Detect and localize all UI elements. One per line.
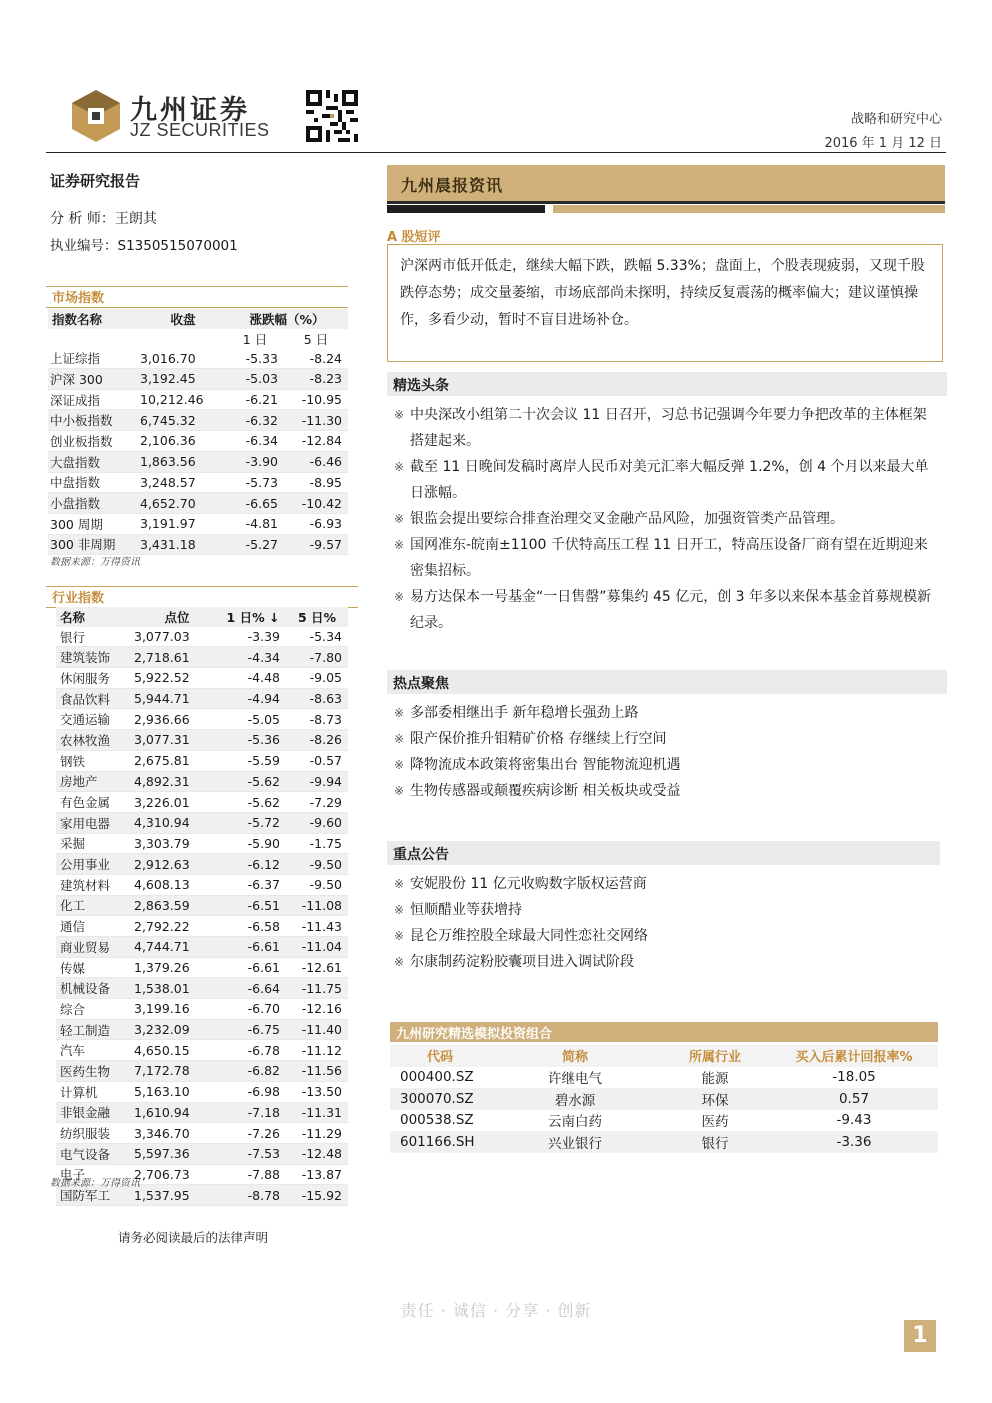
table-cell: -5.59 <box>220 750 286 771</box>
table-row <box>48 431 348 452</box>
table-row <box>56 937 348 958</box>
table-cell: -3.90 <box>226 451 284 472</box>
table-cell: -7.80 <box>286 647 348 668</box>
table-cell: 3,199.16 <box>134 999 220 1020</box>
jz-logo-icon <box>70 88 122 144</box>
table-row <box>56 874 348 895</box>
market-table-subheader <box>48 329 348 349</box>
table-cell: 汽车 <box>56 1040 134 1061</box>
table-cell: -8.24 <box>284 348 348 368</box>
table-cell: -11.40 <box>286 1019 348 1040</box>
table-cell: 银行 <box>660 1131 770 1153</box>
table-cell: -6.61 <box>220 937 286 958</box>
table-cell: -7.29 <box>286 792 348 813</box>
table-cell: -6.46 <box>284 451 348 472</box>
table-row <box>56 1019 348 1040</box>
table-cell: 大盘指数 <box>48 451 140 472</box>
table-cell: -8.26 <box>286 730 348 751</box>
table-cell: 0.57 <box>770 1088 938 1110</box>
market-index-title: 市场指数 <box>52 291 105 306</box>
table-cell: 4,310.94 <box>134 812 220 833</box>
table-cell: 4,652.70 <box>140 493 226 514</box>
table-cell: -6.78 <box>220 1040 286 1061</box>
table-cell: -6.51 <box>220 895 286 916</box>
table-cell: 5,944.71 <box>134 688 220 709</box>
table-cell: 300070.SZ <box>390 1088 490 1110</box>
table-cell: -10.95 <box>284 389 348 410</box>
table-row <box>56 730 348 751</box>
table-cell: -7.18 <box>220 1102 286 1123</box>
logo-text-cn: 九州证券 <box>130 95 250 126</box>
list-item: ※ 昆仑万维控股全球最大同性恋社交网络 <box>394 923 940 949</box>
accent-bar-gold <box>553 205 945 213</box>
accent-bar-dark <box>387 205 545 213</box>
table-cell: -8.95 <box>284 472 348 493</box>
table-cell: 建筑材料 <box>56 874 134 895</box>
headlines-list <box>394 402 940 636</box>
table-cell: 纺织服装 <box>56 1123 134 1144</box>
table-cell: -6.61 <box>220 957 286 978</box>
table-cell: 医药 <box>701 1114 729 1131</box>
table-cell: 国防军工 <box>56 1185 134 1206</box>
table-cell: 环保 <box>660 1088 770 1110</box>
table-cell: 农林牧渔 <box>56 730 134 751</box>
table-cell: 电气设备 <box>56 1143 134 1164</box>
table-cell: 创业板指数 <box>48 431 140 452</box>
department-label: 战略和研究中心 <box>850 112 942 127</box>
table-cell: 食品饮料 <box>56 688 134 709</box>
table-cell: 计算机 <box>56 1081 134 1102</box>
table-cell: 3,077.03 <box>134 627 220 647</box>
table-cell: -13.50 <box>286 1081 348 1102</box>
list-item: ※ 降物流成本政策将密集出台 智能物流迎机遇 <box>394 752 940 778</box>
market-table-header <box>48 309 348 329</box>
list-item: ※ 截至 11 日晚间发稿时离岸人民币对美元汇率大幅反弹 1.2%，创 4 个月以来最大单日涨幅。 <box>394 454 940 506</box>
portfolio-header <box>390 1022 938 1042</box>
table-cell: 000538.SZ <box>400 1112 474 1129</box>
list-item: ※ 生物传感器或颠覆疾病诊断 相关板块或受益 <box>394 778 940 804</box>
table-cell: -11.12 <box>286 1040 348 1061</box>
col-1d: 1 日 <box>242 331 268 347</box>
table-row <box>56 957 348 978</box>
table-cell: -6.21 <box>226 389 284 410</box>
briefing-banner <box>387 165 945 204</box>
header-divider <box>46 152 946 153</box>
list-item: ※ 尔康制药淀粉胶囊项目进入调试阶段 <box>394 949 940 975</box>
list-item: ※ 多部委相继出手 新年稳增长强劲上路 <box>394 700 940 726</box>
table-cell: -6.82 <box>220 1061 286 1082</box>
table-cell: 小盘指数 <box>48 493 140 514</box>
table-row <box>56 1081 348 1102</box>
table-cell: 1,379.26 <box>134 957 220 978</box>
table-cell: 4,892.31 <box>134 771 220 792</box>
list-item: ※ 易方达保本一号基金“一日售罄”募集约 45 亿元，创 3 年多以来保本基金首募规模新纪录。 <box>394 584 940 636</box>
table-cell: -8.23 <box>284 369 348 390</box>
table-cell: -5.62 <box>220 771 286 792</box>
table-row <box>56 668 348 689</box>
table-cell: -4.34 <box>220 647 286 668</box>
table-cell: -3.36 <box>770 1131 938 1153</box>
table-cell: 5,922.52 <box>134 668 220 689</box>
table-cell: 许继电气 <box>548 1071 602 1088</box>
table-row <box>48 534 348 555</box>
table-row <box>56 1123 348 1144</box>
table-cell: 000400.SZ <box>400 1069 474 1086</box>
table-cell: -13.87 <box>286 1164 348 1185</box>
col-return: 买入后累计回报率% <box>770 1045 938 1067</box>
table-cell: -9.43 <box>836 1112 872 1129</box>
industry-index-header <box>46 586 358 608</box>
table-cell: 3,016.70 <box>140 348 226 368</box>
list-item: ※ 中央深改小组第二十次会议 11 日召开，习总书记强调今年要力争把改革的主体框架搭建起来。 <box>394 402 940 454</box>
table-cell: -9.57 <box>284 534 348 555</box>
table-cell: -11.31 <box>286 1102 348 1123</box>
table-cell: 1,863.56 <box>140 451 226 472</box>
table-cell: -11.04 <box>286 937 348 958</box>
list-item: ※ 限产保价推升钼精矿价格 存继续上行空间 <box>394 726 940 752</box>
industry-index-table <box>56 607 348 1206</box>
table-cell: -6.75 <box>220 1019 286 1040</box>
table-cell: -9.50 <box>286 874 348 895</box>
table-row <box>48 472 348 493</box>
table-cell: -12.16 <box>286 999 348 1020</box>
table-cell: 沪深 300 <box>48 369 140 390</box>
table-cell: -9.50 <box>286 854 348 875</box>
table-cell: -12.61 <box>286 957 348 978</box>
col-change: 涨跌幅（%） <box>249 311 325 327</box>
col-sector: 所属行业 <box>660 1045 770 1067</box>
table-cell: 3,226.01 <box>134 792 220 813</box>
table-cell: -7.88 <box>220 1164 286 1185</box>
ashare-commentary-text: 沪深两市低开低走，继续大幅下跌，跌幅 5.33%；盘面上，个股表现疲弱，又现千股跌停态势；成交量萎缩，市场底部尚未探明，持续反复震荡的概率偏大；建议谨慎操作，多看少动，暂时不盲目进场补仓。 <box>400 258 925 328</box>
list-item: ※ 银监会提出要综合排查治理交叉金融产品风险，加强资管类产品管理。 <box>394 506 940 532</box>
table-cell: -6.37 <box>220 874 286 895</box>
announcements-list <box>394 871 940 975</box>
market-index-header <box>46 286 348 308</box>
table-row <box>56 1102 348 1123</box>
table-cell: 建筑装饰 <box>56 647 134 668</box>
table-cell: 3,346.70 <box>134 1123 220 1144</box>
table-cell: -6.64 <box>220 978 286 999</box>
table-cell: 3,077.31 <box>134 730 220 751</box>
table-cell: -11.43 <box>286 916 348 937</box>
table-row <box>56 916 348 937</box>
table-cell: 兴业银行 <box>490 1131 660 1153</box>
table-cell: -5.36 <box>220 730 286 751</box>
table-cell: 2,718.61 <box>134 647 220 668</box>
table-cell: 4,744.71 <box>134 937 220 958</box>
table-row <box>390 1067 938 1089</box>
table-cell: 商业贸易 <box>56 937 134 958</box>
table-row <box>56 750 348 771</box>
table-cell: 中盘指数 <box>48 472 140 493</box>
list-item: ※ 恒顺醋业等获增持 <box>394 897 940 923</box>
table-cell: 云南白药 <box>548 1114 602 1131</box>
table-cell: 3,232.09 <box>134 1019 220 1040</box>
table-cell: -8.78 <box>220 1185 286 1206</box>
table-cell: -5.73 <box>226 472 284 493</box>
industry-table-header <box>56 607 348 627</box>
table-cell: -6.34 <box>226 431 284 452</box>
table-row <box>56 833 348 854</box>
table-cell: -6.65 <box>226 493 284 514</box>
table-cell: 3,303.79 <box>134 833 220 854</box>
table-cell: -10.42 <box>284 493 348 514</box>
table-cell: 2,106.36 <box>140 431 226 452</box>
announcements-header <box>387 841 940 865</box>
table-cell: -11.08 <box>286 895 348 916</box>
table-cell: 6,745.32 <box>140 410 226 431</box>
hotspots-list <box>394 700 940 804</box>
table-row <box>48 348 348 368</box>
table-cell: 2,792.22 <box>134 916 220 937</box>
table-cell: 10,212.46 <box>140 389 226 410</box>
hotspots-header <box>387 670 947 694</box>
table-cell: -7.53 <box>220 1143 286 1164</box>
list-item: ※ 安妮股份 11 亿元收购数字版权运营商 <box>394 871 940 897</box>
table-cell: -11.30 <box>284 410 348 431</box>
table-cell: -18.05 <box>832 1069 876 1086</box>
table-cell: -9.05 <box>286 668 348 689</box>
portfolio-title: 九州研究精选模拟投资组合 <box>396 1027 553 1042</box>
table-cell: -12.48 <box>286 1143 348 1164</box>
table-cell: 5,163.10 <box>134 1081 220 1102</box>
table-cell: 3,248.57 <box>140 472 226 493</box>
ashare-tab-label: A 股短评 <box>387 230 441 245</box>
table-cell: 碧水源 <box>490 1088 660 1110</box>
col-5d-pct: 5 日% <box>297 609 337 625</box>
table-cell: 3,431.18 <box>140 534 226 555</box>
table-row <box>390 1088 938 1110</box>
portfolio-table-header <box>390 1045 938 1067</box>
table-cell: 300 周期 <box>48 513 140 534</box>
table-cell: 有色金属 <box>56 792 134 813</box>
table-cell: -8.63 <box>286 688 348 709</box>
table-row <box>56 688 348 709</box>
table-cell: 银行 <box>56 627 134 647</box>
page-number: 1 <box>904 1320 936 1352</box>
table-cell: -11.75 <box>286 978 348 999</box>
table-cell: -6.12 <box>220 854 286 875</box>
table-cell: 上证综指 <box>48 348 140 368</box>
table-cell: -0.57 <box>286 750 348 771</box>
table-cell: 4,650.15 <box>134 1040 220 1061</box>
list-item: ※ 国网准东-皖南±1100 千伏特高压工程 11 日开工，特高压设备厂商有望在近期迎来密集招标。 <box>394 532 940 584</box>
table-cell: -4.81 <box>226 513 284 534</box>
table-cell: 传媒 <box>56 957 134 978</box>
table-row <box>56 709 348 730</box>
table-row <box>48 513 348 534</box>
table-row <box>56 895 348 916</box>
table-cell: 医药生物 <box>56 1061 134 1082</box>
table-row <box>48 389 348 410</box>
report-title: 证券研究报告 <box>50 172 141 190</box>
table-cell: -12.84 <box>284 431 348 452</box>
logo-text-en: JZ SECURITIES <box>130 120 270 140</box>
table-cell: 化工 <box>56 895 134 916</box>
table-cell: -11.56 <box>286 1061 348 1082</box>
market-index-table <box>48 309 348 555</box>
table-row <box>56 978 348 999</box>
table-cell: 1,537.95 <box>134 1185 220 1206</box>
table-row <box>56 647 348 668</box>
table-cell: -7.26 <box>220 1123 286 1144</box>
table-cell: 综合 <box>56 999 134 1020</box>
table-cell: 轻工制造 <box>56 1019 134 1040</box>
table-cell: 601166.SH <box>390 1131 490 1153</box>
table-cell: 交通运输 <box>56 709 134 730</box>
table-row <box>56 1040 348 1061</box>
table-cell: 电子 <box>56 1164 134 1185</box>
table-cell: -3.39 <box>220 627 286 647</box>
table-cell: 1,610.94 <box>134 1102 220 1123</box>
hotspots-title: 热点聚焦 <box>393 676 449 692</box>
market-source-note: 数据来源：万得资讯 <box>50 557 140 568</box>
table-cell: -6.70 <box>220 999 286 1020</box>
table-row <box>48 369 348 390</box>
table-cell: -11.29 <box>286 1123 348 1144</box>
table-row <box>48 493 348 514</box>
table-cell: 深证成指 <box>48 389 140 410</box>
table-row <box>56 1143 348 1164</box>
table-row <box>390 1110 938 1132</box>
table-cell: 采掘 <box>56 833 134 854</box>
headlines-header <box>387 372 947 396</box>
table-cell: -8.73 <box>286 709 348 730</box>
banner-accent-bars <box>387 205 945 213</box>
col-close: 收盘 <box>170 311 196 327</box>
table-cell: 能源 <box>701 1071 729 1088</box>
table-cell: -4.94 <box>220 688 286 709</box>
table-row <box>56 792 348 813</box>
table-cell: -9.60 <box>286 812 348 833</box>
table-cell: -5.33 <box>226 348 284 368</box>
table-cell: 4,608.13 <box>134 874 220 895</box>
table-cell: 1,538.01 <box>134 978 220 999</box>
table-cell: 2,863.59 <box>134 895 220 916</box>
qr-code-icon <box>306 90 358 142</box>
table-cell: -4.48 <box>220 668 286 689</box>
industry-source-note: 数据来源：万得资讯 <box>50 1178 140 1189</box>
table-row <box>390 1131 938 1153</box>
footer-slogan: 责任 · 诚信 · 分享 · 创新 <box>400 1301 592 1320</box>
table-cell: 公用事业 <box>56 854 134 875</box>
legal-notice: 请务必阅读最后的法律声明 <box>118 1230 269 1245</box>
table-row <box>56 812 348 833</box>
table-cell: 2,912.63 <box>134 854 220 875</box>
table-cell: -1.75 <box>286 833 348 854</box>
table-cell: 3,191.97 <box>140 513 226 534</box>
table-cell: 7,172.78 <box>134 1061 220 1082</box>
table-row <box>56 1061 348 1082</box>
col-index-name: 指数名称 <box>52 311 103 327</box>
table-cell: 非银金融 <box>56 1102 134 1123</box>
col-short-name: 简称 <box>490 1045 660 1067</box>
table-cell: -5.03 <box>226 369 284 390</box>
col-points: 点位 <box>164 609 190 625</box>
portfolio-table <box>390 1045 938 1153</box>
industry-index-title: 行业指数 <box>52 591 105 606</box>
license-number: 执业编号：S1350515070001 <box>50 238 238 254</box>
table-cell: -9.94 <box>286 771 348 792</box>
table-cell: 房地产 <box>56 771 134 792</box>
table-cell: -6.98 <box>220 1081 286 1102</box>
table-row <box>56 771 348 792</box>
col-1d-sort[interactable]: 1 日% ↓ <box>226 609 280 625</box>
table-row <box>48 451 348 472</box>
report-date: 2016 年 1 月 12 日 <box>824 136 942 151</box>
table-cell: 通信 <box>56 916 134 937</box>
table-cell: 休闲服务 <box>56 668 134 689</box>
table-cell: 钢铁 <box>56 750 134 771</box>
table-cell: -6.32 <box>226 410 284 431</box>
col-industry-name: 名称 <box>60 609 86 625</box>
table-cell: 中小板指数 <box>48 410 140 431</box>
table-cell: 家用电器 <box>56 812 134 833</box>
table-cell: 3,192.45 <box>140 369 226 390</box>
table-cell: -5.72 <box>220 812 286 833</box>
briefing-title: 九州晨报资讯 <box>401 176 504 195</box>
table-row <box>56 999 348 1020</box>
table-cell: -6.58 <box>220 916 286 937</box>
table-cell: 机械设备 <box>56 978 134 999</box>
table-cell: -5.62 <box>220 792 286 813</box>
col-5d: 5 日 <box>303 331 329 347</box>
col-code: 代码 <box>390 1045 490 1067</box>
table-row <box>48 410 348 431</box>
table-cell: -6.93 <box>284 513 348 534</box>
table-cell: 2,706.73 <box>134 1164 220 1185</box>
table-cell: -5.90 <box>220 833 286 854</box>
table-row <box>56 627 348 647</box>
headlines-title: 精选头条 <box>393 378 449 394</box>
table-cell: 300 非周期 <box>48 534 140 555</box>
ashare-commentary-box <box>387 244 943 362</box>
announcements-title: 重点公告 <box>393 847 449 863</box>
table-cell: 5,597.36 <box>134 1143 220 1164</box>
analyst-name: 分 析 师：王朗其 <box>50 211 157 227</box>
table-cell: -5.27 <box>226 534 284 555</box>
table-cell: -5.05 <box>220 709 286 730</box>
table-cell: 2,675.81 <box>134 750 220 771</box>
table-cell: -5.34 <box>286 627 348 647</box>
table-cell: 2,936.66 <box>134 709 220 730</box>
table-cell: -15.92 <box>286 1185 348 1206</box>
table-row <box>56 854 348 875</box>
